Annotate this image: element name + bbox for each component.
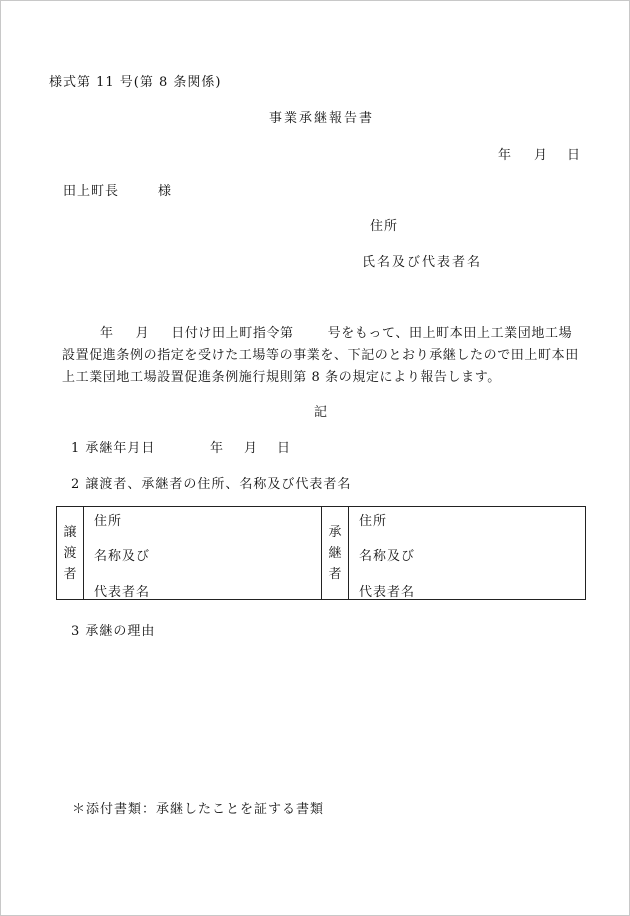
addressee-name: 田上町長: [63, 184, 120, 199]
body-directive-prefix: 日付け田上町指令第: [171, 326, 294, 341]
form-number: 様式第 11 号(第 8 条関係): [49, 75, 222, 90]
applicant-address-label: 住所: [370, 219, 399, 234]
successor-label-char-2: 継: [328, 545, 342, 561]
item-2-label: 2 譲渡者、承継者の住所、名称及び代表者名: [71, 477, 352, 492]
transferor-cell: [84, 507, 322, 600]
successor-address-label: 住所: [359, 514, 388, 529]
parties-table: [56, 506, 586, 600]
item-1-day: 日: [277, 441, 292, 456]
document-title: 事業承継報告書: [269, 111, 375, 126]
date-month-label: 月: [534, 148, 549, 163]
date-day-label: 日: [567, 148, 582, 163]
body-month-label: 月: [135, 326, 150, 341]
report-paragraph: [62, 323, 590, 389]
body-year-label: 年: [100, 326, 114, 341]
successor-name-label-2: 代表者名: [359, 585, 416, 600]
transferor-address-label: 住所: [94, 514, 123, 529]
transferor-name-label-2: 代表者名: [94, 585, 151, 600]
attachment-note: ＊添付書類：承継したことを証する書類: [72, 802, 325, 817]
item-3-label: 3 承継の理由: [71, 624, 156, 639]
applicant-name-label: 氏名及び代表者名: [362, 255, 483, 270]
ki-heading: 記: [314, 405, 329, 420]
item-1-label: 1 承継年月日: [71, 441, 156, 456]
transferor-label-char-3: 者: [63, 566, 77, 582]
successor-label: [322, 507, 349, 600]
item-1-year: 年: [210, 441, 225, 456]
transferor-label-char-1: 譲: [63, 524, 77, 540]
successor-label-char-3: 者: [328, 566, 342, 582]
addressee-honorific: 様: [158, 184, 173, 199]
transferor-label: [57, 507, 84, 600]
item-1-month: 月: [244, 441, 259, 456]
paragraph-line-1: [62, 323, 590, 345]
successor-label-char-1: 承: [328, 524, 342, 540]
transferor-name-label-1: 名称及び: [94, 549, 151, 564]
successor-name-label-1: 名称及び: [359, 549, 416, 564]
transferor-label-char-2: 渡: [63, 545, 77, 561]
successor-cell: [349, 507, 586, 600]
paragraph-line-3: 上工業団地工場設置促進条例施行規則第 8 条の規定により報告します。: [62, 370, 501, 385]
body-directive-suffix: 号をもって、田上町本田上工業団地工場: [327, 326, 573, 341]
paragraph-line-2: 設置促進条例の指定を受けた工場等の事業を、下記のとおり承継したので田上町本田: [62, 348, 579, 363]
date-year-label: 年: [498, 148, 513, 163]
